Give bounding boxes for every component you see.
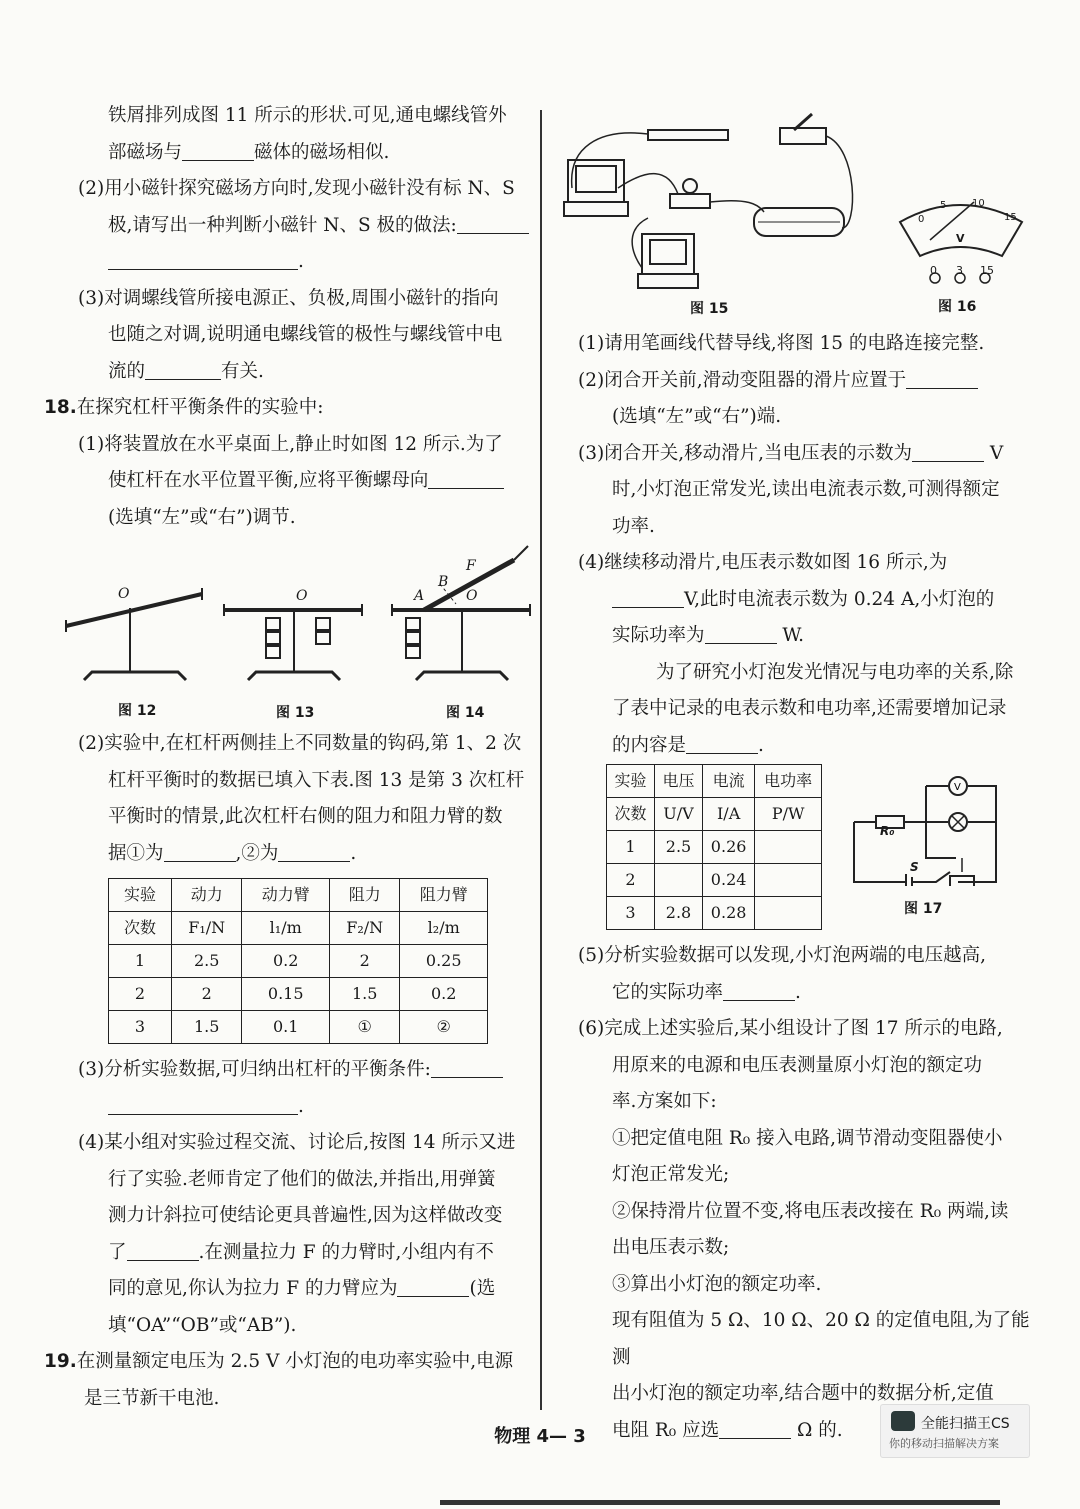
q19-part1: (1)请用笔画线代替导线,将图 15 的电路连接完整. <box>578 333 985 354</box>
q18-text-line: 测力计斜拉可使结论更具普遍性,因为这样做改变 <box>108 1205 503 1226</box>
q18-title: 18.在探究杠杆平衡条件的实验中: <box>44 397 324 418</box>
answer-blank[interactable] <box>457 215 529 234</box>
fig16-caption: 图 16 <box>938 299 977 315</box>
lever-12-bar <box>66 594 202 626</box>
base-13 <box>248 672 340 680</box>
q19-text-line: 功率. <box>612 515 655 537</box>
watermark-title: 全能扫描王CS <box>921 1416 1010 1432</box>
lamp <box>683 179 697 193</box>
label-b: B <box>438 574 449 590</box>
answer-blank[interactable] <box>612 589 684 608</box>
answer-blank[interactable] <box>278 843 350 862</box>
table-row: 1 2.5 0.2 2 0.25 <box>109 945 488 978</box>
table-header-row: 次数 F₁/N l₁/m F₂/N l₂/m <box>109 912 488 945</box>
answer-blank[interactable] <box>906 370 978 389</box>
q18-text-line: 据①为 ,②为 . <box>108 842 357 864</box>
answer-blank[interactable] <box>108 251 298 270</box>
switch <box>780 128 826 144</box>
fig17-caption: 图 17 <box>904 901 943 917</box>
dial-tick: 15 <box>1004 212 1017 223</box>
label-s: S <box>910 860 919 874</box>
scanner-watermark <box>880 1404 1030 1458</box>
q19-text-line: 出电压表示数; <box>612 1237 730 1258</box>
q19-part6: (6)完成上述实验后,某小组设计了图 17 所示的电路, <box>578 1018 1003 1039</box>
dial-tick: 5 <box>940 200 947 211</box>
fig14-caption: 图 14 <box>446 705 485 721</box>
dial-unit: V <box>956 232 965 245</box>
answer-blank[interactable] <box>428 470 504 489</box>
q19-text-line: 是三节新干电池. <box>84 1387 220 1409</box>
terminal-label: 0 <box>930 264 937 277</box>
q19-part3: (3)闭合开关,移动滑片,当电压表的示数为 V <box>578 442 1004 464</box>
scan-edge <box>440 1500 1000 1505</box>
label-r0: R₀ <box>880 824 895 838</box>
svg-text:V: V <box>954 782 961 793</box>
table-row: 3 2.8 0.28 <box>607 897 822 930</box>
q18-part3: (3)分析实验数据,可归纳出杠杆的平衡条件: <box>44 1052 532 1089</box>
answer-blank[interactable] <box>705 625 777 644</box>
answer-blank[interactable] <box>723 982 795 1001</box>
q18-part1: (1)将装置放在水平桌面上,静止时如图 12 所示.为了 <box>78 433 503 455</box>
q18-text-line: 使杠杆在水平位置平衡,应将平衡螺母向 <box>44 463 532 500</box>
lamp-data-table <box>606 764 822 930</box>
label-a: A <box>414 588 425 604</box>
dial-tick: 0 <box>918 214 925 225</box>
q18-text-line: 杠杆平衡时的数据已填入下表.图 13 是第 3 次杠杆 <box>108 769 525 791</box>
answer-blank[interactable] <box>686 735 758 754</box>
table-row: 2 2 0.15 1.5 0.2 <box>109 978 488 1011</box>
q19-text-line: 率.方案如下: <box>612 1091 717 1112</box>
circuit-figure-15 <box>558 108 858 298</box>
right-column-top <box>578 326 1030 764</box>
label-o-14: O <box>466 588 478 604</box>
q19-text-line: 灯泡正常发光; <box>612 1164 730 1185</box>
answer-blank[interactable] <box>145 361 221 380</box>
fig13-caption: 图 13 <box>276 705 315 721</box>
q19-text-line: ③算出小灯泡的额定功率. <box>612 1273 822 1295</box>
weight <box>406 618 420 630</box>
q19-part4: (4)继续移动滑片,电压表示数如图 16 所示,为 <box>578 552 948 573</box>
q18-text-line: (选填“左”或“右”)调节. <box>108 506 296 528</box>
q17-part3: (3)对调螺线管所接电源正、负极,周围小磁针的指向 <box>78 287 499 309</box>
lamp-base <box>670 194 710 208</box>
left-column <box>44 98 532 536</box>
fig15-caption: 图 15 <box>690 301 729 317</box>
q19-text-line: 它的实际功率 . <box>612 981 801 1003</box>
q19-part5: (5)分析实验数据可以发现,小灯泡两端的电压越高, <box>578 945 986 966</box>
table-row: 1 2.5 0.26 <box>607 831 822 864</box>
label-o-13: O <box>296 588 308 604</box>
answer-blank[interactable] <box>431 1059 503 1078</box>
base-12 <box>84 672 186 680</box>
left-column-bottom <box>44 1052 532 1417</box>
label-o-12: O <box>118 586 130 602</box>
q18-text-line: 同的意见,你认为拉力 F 的力臂应为 (选 <box>108 1278 496 1299</box>
q19-text-line: 用原来的电源和电压表测量原小灯泡的额定功 <box>612 1054 983 1076</box>
column-divider <box>540 110 542 1410</box>
answer-blank[interactable] <box>164 843 236 862</box>
q19-text-line: 现有阻值为 5 Ω、10 Ω、20 Ω 的定值电阻,为了能测 <box>612 1310 1030 1368</box>
label-f: F <box>466 558 476 574</box>
q19-text-line: ②保持滑片位置不变,将电压表改接在 R₀ 两端,读 <box>612 1200 1009 1222</box>
table-header-row: 实验 动力 动力臂 阻力 阻力臂 <box>109 879 488 912</box>
q17-text-line: 也随之对调,说明通电螺线管的极性与螺线管中电 <box>108 324 503 345</box>
q19-text-line: 为了研究小灯泡发光情况与电功率的关系,除 <box>656 661 1014 683</box>
base-14 <box>416 672 508 680</box>
q19-text-line: (选填“左”或“右”)端. <box>612 406 782 427</box>
q18-text-line: 填“OA”“OB”或“AB”). <box>108 1314 297 1336</box>
q18-part2: (2)实验中,在杠杆两侧挂上不同数量的钩码,第 1、2 次 <box>78 733 522 754</box>
q18-text-line: 行了实验.老师肯定了他们的做法,并指出,用弹簧 <box>108 1168 496 1190</box>
left-column-mid <box>44 726 532 872</box>
answer-blank[interactable] <box>182 142 254 161</box>
q17-text-line: 极,请写出一种判断小磁针 N、S 极的做法: <box>44 208 532 245</box>
q17-text-line: . <box>44 244 532 281</box>
q17-text-line: 铁屑排列成图 11 所示的形状.可见,通电螺线管外 <box>108 105 507 126</box>
q18-text-line: 平衡时的情景,此次杠杆右侧的阻力和阻力臂的数 <box>108 806 503 827</box>
lever-data-table <box>108 878 488 1044</box>
q19-text-line: 时,小灯泡正常发光,读出电流表示数,可测得额定 <box>612 479 1000 500</box>
scanner-logo-icon <box>891 1411 915 1431</box>
page-footer: 物理 4— 3 <box>494 1426 586 1447</box>
q19-text-line: ①把定值电阻 R₀ 接入电路,调节滑动变阻器使小 <box>612 1127 1003 1149</box>
q19-part2: (2)闭合开关前,滑动变阻器的滑片应置于 <box>578 363 1030 400</box>
q19-text-line: 的内容是 . <box>612 734 764 756</box>
q18-part4: (4)某小组对实验过程交流、讨论后,按图 14 所示又进 <box>78 1132 516 1153</box>
q19-text-line: 了表中记录的电表示数和电功率,还需要增加记录 <box>612 698 1007 719</box>
q19-text-line: 出小灯泡的额定功率,结合题中的数据分析,定值 <box>612 1383 994 1404</box>
battery <box>648 130 728 140</box>
weight <box>316 618 330 630</box>
terminal-label: 15 <box>980 264 994 277</box>
answer-blank[interactable] <box>127 1242 199 1261</box>
table-row: 2 0.24 <box>607 864 822 897</box>
q19-text-line: V,此时电流表示数为 0.24 A,小灯泡的 <box>578 582 1030 619</box>
circuit-figure-17 <box>846 776 1006 886</box>
q19-text-line: 实际功率为 W. <box>612 625 805 646</box>
table-header-row: 实验 电压 电流 电功率 <box>607 765 822 798</box>
q17-text-line: 部磁场与 磁体的磁场相似. <box>108 141 390 163</box>
q17-part2: (2)用小磁针探究磁场方向时,发现小磁针没有标 N、S <box>78 178 515 199</box>
watermark-subtitle: 你的移动扫描解决方案 <box>889 1437 999 1450</box>
answer-blank[interactable] <box>397 1278 469 1297</box>
q19-text-line: 电阻 R₀ 应选 Ω 的. <box>612 1419 843 1441</box>
q19-title: 19.在测量额定电压为 2.5 V 小灯泡的电功率实验中,电源 <box>44 1351 514 1372</box>
q18-text-line: 了 .在测量拉力 F 的力臂时,小组内有不 <box>108 1241 494 1263</box>
right-column-bottom <box>578 938 1030 1449</box>
table-header-row: 次数 U/V I/A P/W <box>607 798 822 831</box>
table-row: 3 1.5 0.1 ① ② <box>109 1011 488 1044</box>
weight <box>266 618 280 630</box>
dial-tick: 10 <box>972 198 985 209</box>
answer-blank[interactable] <box>108 1096 298 1115</box>
answer-blank[interactable] <box>912 443 984 462</box>
q18-text-line: . <box>44 1089 532 1126</box>
fig12-caption: 图 12 <box>118 703 157 719</box>
q17-text-line: 流的 有关. <box>108 360 264 382</box>
terminal-label: 3 <box>956 264 963 277</box>
